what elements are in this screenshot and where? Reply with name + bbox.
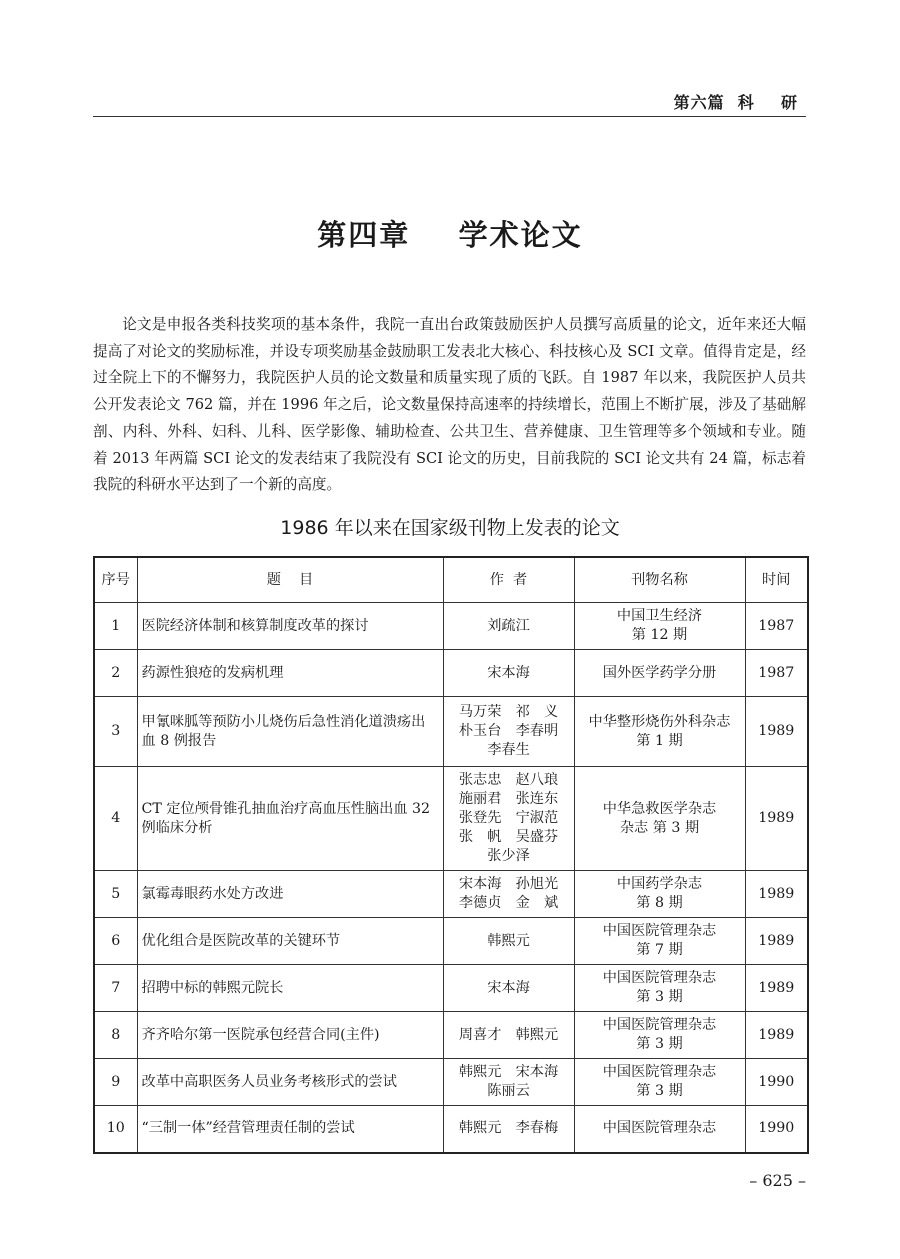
row-authors: 宋本海 (443, 650, 574, 697)
row-number: 1 (94, 603, 137, 650)
header-journal: 刊物名称 (574, 557, 745, 603)
table-row (94, 697, 808, 767)
row-journal: 中华急救医学杂志 杂志 第 3 期 (574, 767, 745, 871)
row-number: 4 (94, 767, 137, 871)
row-journal: 中国医院管理杂志 (574, 1106, 745, 1153)
row-authors: 刘疏江 (443, 603, 574, 650)
running-header (93, 86, 806, 117)
row-number: 6 (94, 918, 137, 965)
table-caption: 1986 年以来在国家级刊物上发表的论文 (280, 517, 620, 539)
row-authors: 韩熙元 宋本海 陈丽云 (443, 1059, 574, 1106)
row-year: 1987 (745, 650, 808, 697)
row-number: 3 (94, 697, 137, 767)
row-number: 10 (94, 1106, 137, 1153)
table-row (94, 767, 808, 871)
row-authors: 宋本海 孙旭光 李德贞 金 斌 (443, 871, 574, 918)
row-year: 1989 (745, 1012, 808, 1059)
row-title: 优化组合是医院改革的关键环节 (137, 918, 443, 965)
row-number: 5 (94, 871, 137, 918)
row-year: 1990 (745, 1059, 808, 1106)
row-year: 1989 (745, 697, 808, 767)
row-authors: 马万荣 祁 义 朴玉台 李春明 李春生 (443, 697, 574, 767)
row-year: 1989 (745, 965, 808, 1012)
row-year: 1989 (745, 918, 808, 965)
row-number: 8 (94, 1012, 137, 1059)
row-journal: 中国卫生经济 第 12 期 (574, 603, 745, 650)
row-authors: 韩熙元 李春梅 (443, 1106, 574, 1153)
row-year: 1989 (745, 767, 808, 871)
section-title: 第六篇 科 研 (673, 93, 798, 112)
table-row (94, 1059, 808, 1106)
row-title: 齐齐哈尔第一医院承包经营合同(主件) (137, 1012, 443, 1059)
table-row (94, 1106, 808, 1153)
row-title: 氯霉毒眼药水处方改进 (137, 871, 443, 918)
row-title: CT 定位颅骨锥孔抽血治疗高血压性脑出血 32 例临床分析 (137, 767, 443, 871)
row-journal: 中国医院管理杂志 第 3 期 (574, 1012, 745, 1059)
row-number: 9 (94, 1059, 137, 1106)
papers-table (93, 556, 809, 1154)
row-year: 1987 (745, 603, 808, 650)
row-title: 甲氰咪胍等预防小儿烧伤后急性消化道溃疡出血 8 例报告 (137, 697, 443, 767)
header-title: 题 目 (137, 557, 443, 603)
row-authors: 周喜才 韩熙元 (443, 1012, 574, 1059)
header-no: 序号 (94, 557, 137, 603)
row-title: 招聘中标的韩熙元院长 (137, 965, 443, 1012)
table-row (94, 918, 808, 965)
row-number: 2 (94, 650, 137, 697)
table-row (94, 1012, 808, 1059)
row-year: 1990 (745, 1106, 808, 1153)
row-journal: 中国医院管理杂志 第 7 期 (574, 918, 745, 965)
header-authors: 作 者 (443, 557, 574, 603)
row-title: 医院经济体制和核算制度改革的探讨 (137, 603, 443, 650)
table-header-row (94, 557, 808, 603)
page-number: – 625 – (749, 1171, 806, 1190)
header-year: 时间 (745, 557, 808, 603)
row-journal: 中国医院管理杂志 第 3 期 (574, 965, 745, 1012)
row-title: “三制一体”经营管理责任制的尝试 (137, 1106, 443, 1153)
row-journal: 中国药学杂志 第 8 期 (574, 871, 745, 918)
row-authors: 宋本海 (443, 965, 574, 1012)
chapter-title: 第四章 学术论文 (317, 218, 583, 252)
row-authors: 韩熙元 (443, 918, 574, 965)
row-year: 1989 (745, 871, 808, 918)
intro-paragraph: 论文是申报各类科技奖项的基本条件，我院一直出台政策鼓励医护人员撰写高质量的论文，近年来还大幅提高了对论文的奖励标准，并设专项奖励基金鼓励职工发表北大核心、科技核心及 SCI 文章。值得肯定是，经过全院上下的不懈努力，我院医护人员的论文数量和质量实现了质的飞跃。自 1987 年以来，我院医护人员共公开发表论文 762 篇，并在 1996 年之后，论文数量保持高速率的持续增长，范围上不断扩展，涉及了基础解剖、内科、外科、妇科、儿科、医学影像、辅助检查、公共卫生、营养健康、卫生管理等多个领域和专业。随着 2013 年两篇 SCI 论文的发表结束了我院没有 SCI 论文的历史，目前我院的 SCI 论文共有 24 篇，标志着我院的科研水平达到了一个新的高度。 (93, 316, 806, 494)
row-title: 药源性狼疮的发病机理 (137, 650, 443, 697)
row-journal: 中国医院管理杂志 第 3 期 (574, 1059, 745, 1106)
row-title: 改革中高职医务人员业务考核形式的尝试 (137, 1059, 443, 1106)
table-row (94, 871, 808, 918)
table-row (94, 650, 808, 697)
row-number: 7 (94, 965, 137, 1012)
row-journal: 国外医学药学分册 (574, 650, 745, 697)
row-journal: 中华整形烧伤外科杂志 第 1 期 (574, 697, 745, 767)
table-row (94, 965, 808, 1012)
row-authors: 张志忠 赵八琅 施丽君 张连东 张登先 宁淑范 张 帆 吴盛芬 张少泽 (443, 767, 574, 871)
table-row (94, 603, 808, 650)
